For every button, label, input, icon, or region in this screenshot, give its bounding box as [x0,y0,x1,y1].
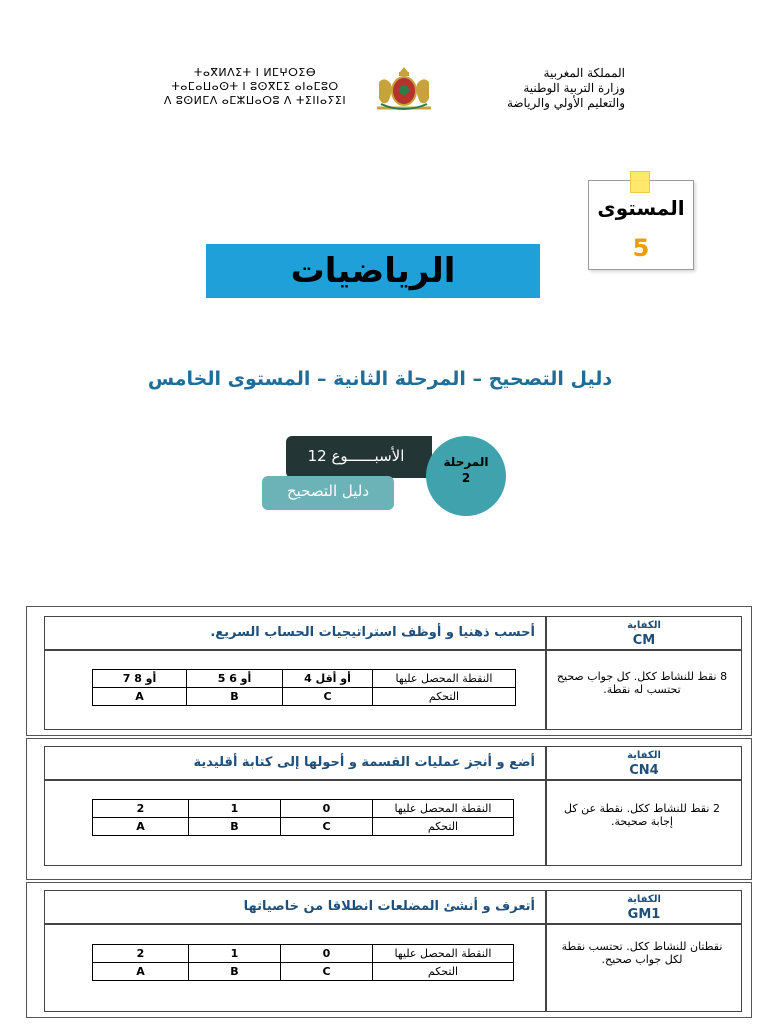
competency-label: الكفاية [627,894,661,905]
points-cell: 2 [93,800,189,818]
table-row [93,818,514,836]
page-title: الرياضيات [290,251,456,291]
level-value: 5 [632,234,650,262]
table-row [93,670,516,688]
scoring-note: نقطتان للنشاط ككل. تحتسب نقطة لكل جواب صحيح. [561,940,723,966]
mastery-cell: C [281,963,373,981]
tifinagh-line-3: ⴷ ⵓⵙⵍⵎⴷ ⴰⵎⵣⵡⴰⵔⵓ ⴷ ⵜⵉⵏⵏⴰⵢⵉⵏ [163,94,347,107]
scoring-note: 8 نقط للنشاط ككل. كل جواب صحيح تحتسب له نقطة. [556,670,728,696]
competency-side-head [546,616,742,650]
competency-heading-box [44,746,546,780]
mastery-cell: B [187,688,283,706]
week-label: الأسبــــــوع 12 [307,447,405,465]
competency-heading: أحسب ذهنيا و أوظف استراتيجيات الحساب السريع. [210,625,535,640]
arabic-line-2: وزارة التربية الوطنية [523,81,625,95]
points-cell: 4 أو أقل [283,670,373,688]
mastery-cell: C [281,818,373,836]
points-cell: 0 [281,800,373,818]
mastery-cell: B [189,818,281,836]
mastery-row-label: التحكم [373,688,516,706]
competency-heading: أتعرف و أنشئ المضلعات انطلاقا من خاصياتها [243,899,535,914]
moroccan-emblem-icon [369,64,439,114]
competency-heading-box [44,890,546,924]
scoring-note: 2 نقط للنشاط ككل. نقطة عن كل إجابة صحيحة. [564,802,720,828]
phase-badge-text [426,454,506,486]
mastery-row-label: التحكم [373,963,514,981]
competency-side-head [546,890,742,924]
mastery-cell: B [189,963,281,981]
score-table [92,944,514,981]
points-row-label: النقطة المحصل عليها [373,945,514,963]
mastery-cell: A [93,963,189,981]
points-cell: 1 [189,945,281,963]
points-row-label: النقطة المحصل عليها [373,800,514,818]
mastery-row-label: التحكم [373,818,514,836]
arabic-line-1: المملكة المغربية [543,66,625,80]
points-cell: 1 [189,800,281,818]
note-frame [546,924,742,1012]
competency-code: GM1 [627,907,661,922]
tifinagh-line-1: ⵜⴰⴳⵍⴷⵉⵜ ⵏ ⵍⵎⵖⵔⵉⴱ [193,66,317,79]
points-cell: 0 [281,945,373,963]
tifinagh-ministry-name [150,66,360,108]
competency-code: CN4 [629,763,659,778]
page-subtitle: دليل التصحيح – المرحلة الثانية – المستوى الخامس [147,368,613,390]
competency-side-head [546,746,742,780]
competency-heading: أضع و أنجز عمليات القسمة و أحولها إلى كتابة أقليدية [193,755,535,770]
arabic-line-3: والتعليم الأولي والرياضة [506,96,625,110]
score-table [92,799,514,836]
points-cell: 5 أو 6 [187,670,283,688]
level-label: المستوى [597,196,685,220]
tape-decoration [630,171,650,193]
points-cell: 7 أو 8 [93,670,187,688]
guide-label: دليل التصحيح [286,482,370,500]
tifinagh-line-2: ⵜⴰⵎⴰⵡⴰⵙⵜ ⵏ ⵓⵙⴳⵎⵉ ⴰⵏⴰⵎⵓⵔ [171,80,339,93]
points-row-label: النقطة المحصل عليها [373,670,516,688]
table-row [93,800,514,818]
competency-label: الكفاية [627,750,661,761]
mastery-cell: A [93,688,187,706]
competency-label: الكفاية [627,620,661,631]
arabic-ministry-name [440,66,625,111]
competency-code: CM [632,633,656,648]
mastery-cell: C [283,688,373,706]
mastery-cell: A [93,818,189,836]
phase-value: 2 [461,471,471,485]
competency-heading-box [44,616,546,650]
phase-label: المرحلة [443,455,489,469]
points-cell: 2 [93,945,189,963]
table-row [93,945,514,963]
table-row [93,688,516,706]
score-table [92,669,516,706]
table-row [93,963,514,981]
